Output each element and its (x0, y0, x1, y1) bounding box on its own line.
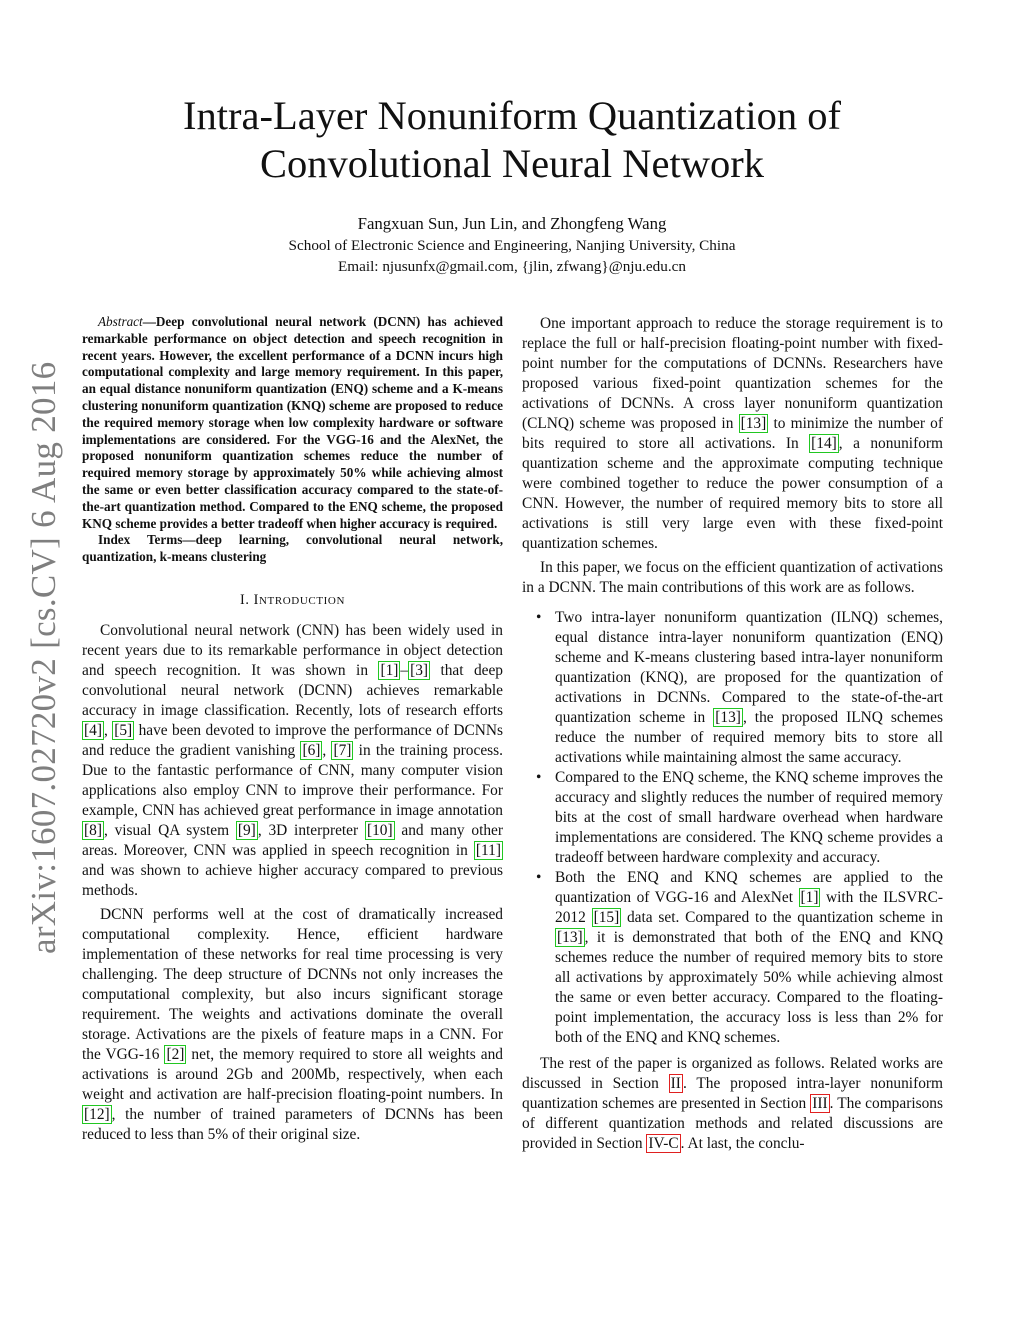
text-run: , a nonuniform quantization scheme and the approximate computing technique were combined together to reduce the power consumption of a CNN. However, the number of required memory bits to store all activations is still very large even with these fixed-point quantization schemes. (522, 435, 944, 552)
text-run: with the ILSVRC-2012 (555, 889, 943, 926)
text-run: DCNN performs well at the cost of dramatically increased computational complexity. Hence, efficient hardware implementation of these networks for real time processing is very challenging. The deep structure of DCNNs not only increases the computational complexity, but also incurs significant storage requirement. The weights and activations dominate the overall storage. Activations are the pixels of feature maps in a CNN. For the VGG-16 (82, 905, 503, 1063)
citation-link[interactable]: [1] (800, 889, 819, 906)
text-run: Two intra-layer nonuniform quantization (ILNQ) schemes, equal distance intra-layer nonuniform quantization (ENQ) scheme and K-means clustering based intra-layer nonuniform quantization (KNQ), are proposed for the quantization of activations in DCNNs. Compared to the state-of-the-art quantization scheme in (555, 609, 943, 726)
section-link[interactable]: IV-C (648, 1135, 679, 1152)
section-heading-introduction (82, 592, 503, 609)
text-run: , visual QA system (103, 821, 236, 839)
citation-link[interactable]: [7] (333, 741, 352, 759)
text-run: have been devoted to improve the performance of DCNNs and reduce the gradient vanishing (82, 721, 503, 759)
citation-link[interactable]: [13] (740, 415, 767, 432)
citation-link[interactable]: [9] (237, 821, 256, 839)
text-run: , (322, 741, 332, 759)
text-run: , the number of trained parameters of DCNNs has been reduced to less than 5% of their original size. (82, 1105, 503, 1143)
citation-link[interactable]: [14] (811, 435, 837, 452)
right-paragraph-2: In this paper, we focus on the efficient quantization of activations in a DCNN. The main contributions of this work are as follows. (522, 559, 943, 596)
index-terms-text: —deep learning, convolutional neural network, quantization, k-means clustering (82, 532, 503, 565)
section-title-initial: I (253, 591, 259, 608)
citation-link[interactable]: [13] (557, 929, 583, 946)
text-run: , it is demonstrated that both of the ENQ and KNQ schemes reduce the number of required memory bits to store all activations by approximately 50% while achieving almost the same or even better accuracy. Compared to the floating-point implementation, the accuracy loss is less than 2% for both of the ENQ and KNQ schemes. (555, 929, 943, 1046)
text-run: Compared to the ENQ scheme, the KNQ scheme improves the accuracy and slightly reduces the number of required memory bits at the cost of small hardware overhead when hardware implementations are considered. The KNQ scheme provides a tradeoff between hardware complexity and accuracy. (555, 769, 943, 866)
bullet-icon: • (536, 609, 542, 626)
right-paragraph-1 (522, 314, 943, 554)
citation-link[interactable]: [13] (715, 709, 741, 726)
section-link[interactable]: III (812, 1095, 828, 1112)
text-run: Both the ENQ and KNQ schemes are applied to the quantization of VGG-16 and AlexNet (555, 869, 943, 906)
section-link[interactable]: II (670, 1075, 681, 1092)
citation-link[interactable]: [11] (475, 841, 501, 859)
author-list: Fangxuan Sun, Jun Lin, and Zhongfeng Wang (357, 214, 667, 233)
text-run: in the training process. Due to the fantastic performance of CNN, many computer vision applications also employ CNN to improve their performance. For example, CNN has achieved great performance in image annotation (82, 741, 503, 819)
text-run: to minimize the number of bits required to store all activations. In (522, 415, 943, 452)
email-line: Email: njusunfx@gmail.com, {jlin, zfwang}@nju.edu.cn (338, 258, 686, 275)
text-run: . The proposed intra-layer nonuniform quantization schemes are presented in Section (522, 1075, 943, 1112)
citation-link[interactable]: [15] (593, 909, 620, 926)
citation-link[interactable]: [1] (380, 661, 399, 679)
index-terms-label: Index Terms (98, 532, 183, 548)
left-column (82, 314, 503, 1145)
text-run: and many other areas. Moreover, CNN was applied in speech recognition in (82, 821, 503, 859)
citation-link[interactable]: [8] (84, 821, 102, 839)
paper-title (0, 92, 1024, 188)
right-column (522, 314, 943, 1154)
citation-link[interactable]: [3] (410, 661, 429, 679)
section-title-rest: NTRODUCTION (258, 594, 345, 607)
text-run: net, the memory required to store all weights and activations is around 2Gb and 200Mb, respectively, when each weight and activation are half-precision floating-point numbers. In (82, 1045, 503, 1103)
abstract-label: Abstract (98, 314, 143, 329)
affiliation: School of Electronic Science and Engineering, Nanjing University, China (288, 237, 736, 254)
list-item (522, 768, 943, 868)
section-number: I. (240, 591, 254, 608)
text-run: that deep convolutional neural network (DCNN) achieves remarkable accuracy in image classification. Recently, lots of research efforts (82, 661, 504, 719)
citation-link[interactable]: [12] (84, 1105, 110, 1123)
text-run: One important approach to reduce the storage requirement is to replace the full or half-precision floating-point number with fixed-point number for the computations of DCNNs. Researchers have proposed various fixed-point quantization schemes for the activations of DCNNs. A cross layer nonuniform quantization (CLNQ) scheme was proposed in (522, 315, 943, 432)
citation-link[interactable]: [5] (114, 721, 133, 739)
bullet-icon: • (536, 869, 542, 886)
text-run: The rest of the paper is organized as follows. Related works are discussed in Section (522, 1055, 943, 1092)
title-line-2: Convolutional Neural Network (260, 141, 764, 186)
citation-link[interactable]: [2] (166, 1045, 185, 1063)
text-run: , 3D interpreter (257, 821, 365, 839)
abstract-text: —Deep convolutional neural network (DCNN) has achieved remarkable performance on object detection and speech recognition in recent years. However, the excellent performance of a DCNN incurs high computational complexity and large memory requirement. In this paper, an equal distance nonuniform quantization (ENQ) scheme and a K-means clustering nonuniform quantization (KNQ) scheme are proposed to reduce the required memory storage when low complexity hardware or software implementations are considered. For the VGG-16 and the AlexNet, the proposed nonuniform quantization schemes reduce the number of required memory storage by approximately 50% while achieving almost the same or even better classification accuracy compared to the state-of-the-art quantization method. Compared to the ENQ scheme, the proposed KNQ scheme provides a better tradeoff when higher accuracy is required. (82, 314, 503, 531)
index-terms (82, 532, 503, 566)
citation-link[interactable]: [10] (366, 821, 393, 839)
intro-paragraph-1 (82, 621, 503, 901)
title-line-1: Intra-Layer Nonuniform Quantization of (183, 93, 841, 138)
text-run: , the proposed ILNQ schemes reduce the number of required memory bits to store all activations while maintaining almost the same accuracy. (555, 709, 944, 766)
text-run: data set. Compared to the quantization scheme in (621, 909, 944, 926)
right-paragraph-3 (522, 1054, 943, 1154)
text-run: and was shown to achieve higher accuracy compared to previous methods. (82, 861, 503, 899)
abstract (82, 314, 503, 532)
contributions-list (522, 608, 943, 1048)
intro-paragraph-2 (82, 905, 503, 1145)
bullet-icon: • (536, 769, 542, 786)
citation-link[interactable]: [6] (302, 741, 321, 759)
citation-link[interactable]: [4] (84, 721, 102, 739)
text-run: . The comparisons of different quantization methods and related discussions are provided in Section (522, 1095, 943, 1152)
text-run: . At last, the conclu- (680, 1135, 805, 1152)
list-item (522, 868, 943, 1048)
list-item (522, 608, 943, 768)
arxiv-stamp: arXiv:1607.02720v2 [cs.CV] 6 Aug 2016 (24, 361, 63, 954)
text-run: , (103, 721, 113, 739)
text-run: Convolutional neural network (CNN) has been widely used in recent years due to its remarkable performance in object detection and speech recognition. It was shown in (82, 621, 503, 679)
text-run: – (400, 661, 409, 679)
